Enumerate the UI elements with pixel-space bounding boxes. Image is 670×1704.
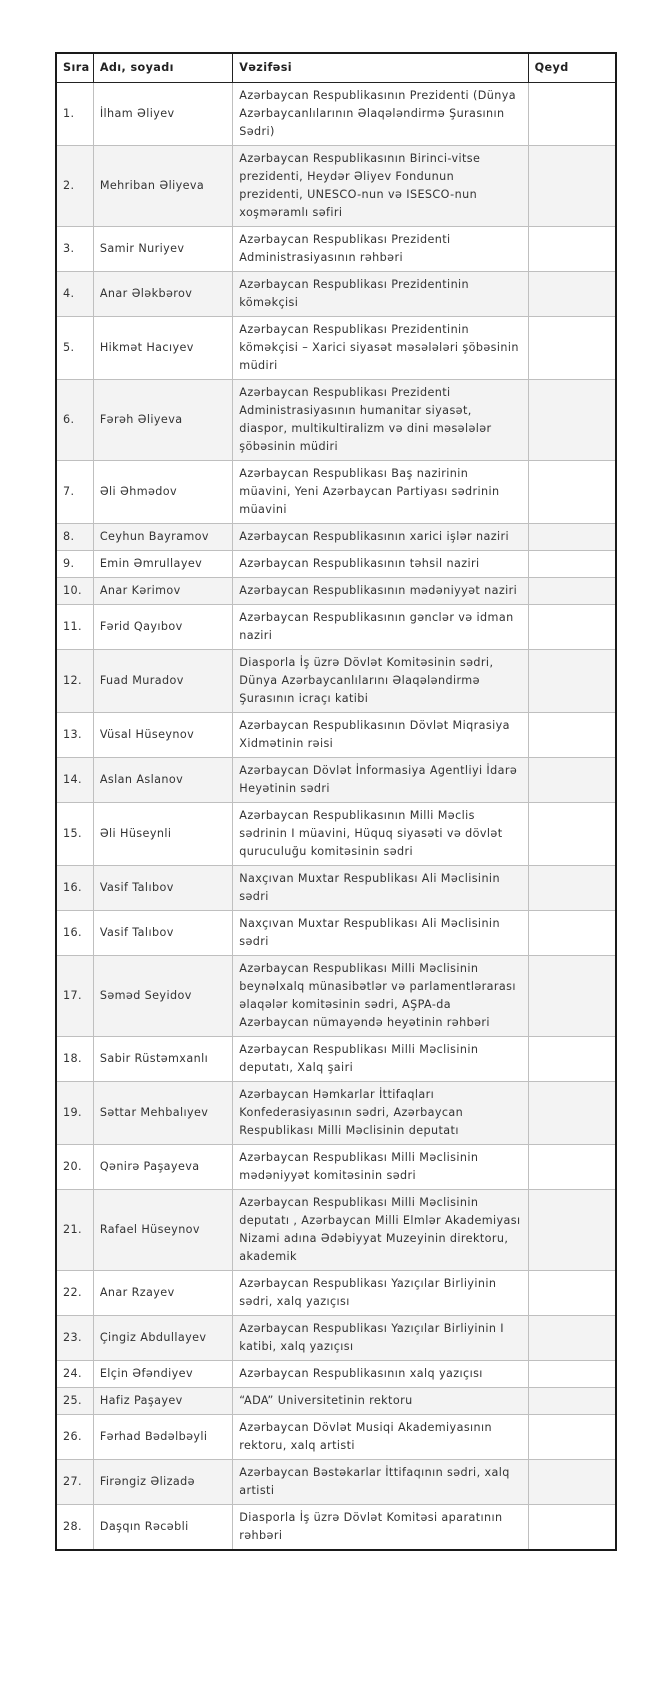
row-position: Azərbaycan Respublikasının təhsil naziri <box>233 551 528 578</box>
table-row <box>56 650 616 713</box>
table-row <box>56 380 616 461</box>
table-row <box>56 1190 616 1271</box>
table-row <box>56 317 616 380</box>
row-position: Azərbaycan Respublikası Milli Məclisinin mədəniyyət komitəsinin sədri <box>233 1145 528 1190</box>
row-name: Səməd Seyidov <box>93 956 232 1037</box>
row-note <box>528 650 616 713</box>
row-number: 15. <box>56 803 93 866</box>
row-note <box>528 758 616 803</box>
table-row <box>56 1505 616 1551</box>
row-position: Azərbaycan Respublikasının xalq yazıçısı <box>233 1361 528 1388</box>
row-name: Ceyhun Bayramov <box>93 524 232 551</box>
row-note <box>528 461 616 524</box>
row-note <box>528 551 616 578</box>
row-position: Azərbaycan Respublikası Milli Məclisinin beynəlxalq münasibətlər və parlamentlərarası əlaqələr komitəsinin sədri, AŞPA-da Azərbaycan nümayəndə heyətinin rəhbəri <box>233 956 528 1037</box>
row-name: Fuad Muradov <box>93 650 232 713</box>
row-position: Azərbaycan Bəstəkarlar İttifaqının sədri, xalq artisti <box>233 1460 528 1505</box>
row-number: 11. <box>56 605 93 650</box>
row-name: Aslan Aslanov <box>93 758 232 803</box>
table-row <box>56 1145 616 1190</box>
row-number: 3. <box>56 227 93 272</box>
row-note <box>528 524 616 551</box>
row-position: Azərbaycan Respublikasının Dövlət Miqrasiya Xidmətinin rəisi <box>233 713 528 758</box>
row-position: Diasporla İş üzrə Dövlət Komitəsi aparatının rəhbəri <box>233 1505 528 1551</box>
row-position: “ADA” Universitetinin rektoru <box>233 1388 528 1415</box>
row-note <box>528 1316 616 1361</box>
row-name: Vasif Talıbov <box>93 911 232 956</box>
row-position: Azərbaycan Respublikasının mədəniyyət naziri <box>233 578 528 605</box>
row-name: Anar Ələkbərov <box>93 272 232 317</box>
row-note <box>528 1145 616 1190</box>
row-position: Naxçıvan Muxtar Respublikası Ali Məclisinin sədri <box>233 911 528 956</box>
row-note <box>528 803 616 866</box>
table-row <box>56 1271 616 1316</box>
header-position: Vəzifəsi <box>233 53 528 83</box>
row-number: 18. <box>56 1037 93 1082</box>
row-number: 27. <box>56 1460 93 1505</box>
table-row <box>56 1415 616 1460</box>
table-body <box>56 83 616 1551</box>
row-note <box>528 1190 616 1271</box>
row-position: Azərbaycan Respublikası Milli Məclisinin deputatı , Azərbaycan Milli Elmlər Akademiyası Nizami adına Ədəbiyyat Muzeyinin direktoru, akademik <box>233 1190 528 1271</box>
row-number: 25. <box>56 1388 93 1415</box>
row-number: 22. <box>56 1271 93 1316</box>
delegates-table <box>55 52 617 1551</box>
table-row <box>56 956 616 1037</box>
header-name: Adı, soyadı <box>93 53 232 83</box>
row-name: Elçin Əfəndiyev <box>93 1361 232 1388</box>
row-name: Emin Əmrullayev <box>93 551 232 578</box>
row-number: 16. <box>56 866 93 911</box>
table-row <box>56 803 616 866</box>
row-position: Naxçıvan Muxtar Respublikası Ali Məclisinin sədri <box>233 866 528 911</box>
row-number: 24. <box>56 1361 93 1388</box>
row-note <box>528 1388 616 1415</box>
table-container <box>55 52 617 1551</box>
row-note <box>528 1460 616 1505</box>
row-number: 5. <box>56 317 93 380</box>
row-note <box>528 317 616 380</box>
row-name: Mehriban Əliyeva <box>93 146 232 227</box>
row-number: 19. <box>56 1082 93 1145</box>
row-name: Qənirə Paşayeva <box>93 1145 232 1190</box>
row-name: Daşqın Rəcəbli <box>93 1505 232 1551</box>
header-note: Qeyd <box>528 53 616 83</box>
row-name: Əli Hüseynli <box>93 803 232 866</box>
row-number: 16. <box>56 911 93 956</box>
row-number: 17. <box>56 956 93 1037</box>
row-name: Səttar Mehbalıyev <box>93 1082 232 1145</box>
row-note <box>528 578 616 605</box>
row-name: Sabir Rüstəmxanlı <box>93 1037 232 1082</box>
row-number: 26. <box>56 1415 93 1460</box>
table-row <box>56 605 616 650</box>
row-position: Azərbaycan Respublikası Yazıçılar Birliyinin I katibi, xalq yazıçısı <box>233 1316 528 1361</box>
row-note <box>528 1505 616 1551</box>
row-name: Anar Rzayev <box>93 1271 232 1316</box>
table-row <box>56 524 616 551</box>
row-number: 28. <box>56 1505 93 1551</box>
row-number: 14. <box>56 758 93 803</box>
table-row <box>56 758 616 803</box>
row-position: Azərbaycan Respublikası Prezidenti Administrasiyasının rəhbəri <box>233 227 528 272</box>
row-position: Azərbaycan Respublikası Prezidentinin köməkçisi – Xarici siyasət məsələləri şöbəsinin müdiri <box>233 317 528 380</box>
row-position: Azərbaycan Dövlət Musiqi Akademiyasının rektoru, xalq artisti <box>233 1415 528 1460</box>
row-name: Vüsal Hüseynov <box>93 713 232 758</box>
row-note <box>528 83 616 146</box>
row-position: Azərbaycan Respublikasının xarici işlər naziri <box>233 524 528 551</box>
row-position: Azərbaycan Respublikasının Birinci-vitse prezidenti, Heydər Əliyev Fondunun prezidenti, UNESCO-nun və ISESCO-nun xoşməramlı səfiri <box>233 146 528 227</box>
row-name: Vasif Talıbov <box>93 866 232 911</box>
table-row <box>56 911 616 956</box>
row-name: İlham Əliyev <box>93 83 232 146</box>
row-position: Azərbaycan Respublikasının gənclər və idman naziri <box>233 605 528 650</box>
row-name: Fərəh Əliyeva <box>93 380 232 461</box>
table-row <box>56 1316 616 1361</box>
table-row <box>56 1082 616 1145</box>
table-row <box>56 1388 616 1415</box>
row-note <box>528 1037 616 1082</box>
row-position: Diasporla İş üzrə Dövlət Komitəsinin sədri, Dünya Azərbaycanlılarını Əlaqələndirmə Şurasının icraçı katibi <box>233 650 528 713</box>
row-name: Fərid Qayıbov <box>93 605 232 650</box>
row-position: Azərbaycan Respublikası Yazıçılar Birliyinin sədri, xalq yazıçısı <box>233 1271 528 1316</box>
row-number: 1. <box>56 83 93 146</box>
table-row <box>56 83 616 146</box>
table-row <box>56 146 616 227</box>
row-number: 21. <box>56 1190 93 1271</box>
row-note <box>528 1361 616 1388</box>
row-note <box>528 272 616 317</box>
row-position: Azərbaycan Respublikasının Milli Məclis sədrinin I müavini, Hüquq siyasəti və dövlət quruculuğu komitəsinin sədri <box>233 803 528 866</box>
row-name: Hikmət Hacıyev <box>93 317 232 380</box>
table-header-row <box>56 53 616 83</box>
row-number: 6. <box>56 380 93 461</box>
row-number: 12. <box>56 650 93 713</box>
row-note <box>528 866 616 911</box>
row-note <box>528 227 616 272</box>
table-row <box>56 461 616 524</box>
row-position: Azərbaycan Dövlət İnformasiya Agentliyi İdarə Heyətinin sədri <box>233 758 528 803</box>
row-note <box>528 956 616 1037</box>
row-number: 7. <box>56 461 93 524</box>
row-note <box>528 605 616 650</box>
row-number: 2. <box>56 146 93 227</box>
row-note <box>528 380 616 461</box>
table-row <box>56 713 616 758</box>
row-position: Azərbaycan Respublikası Prezidenti Administrasiyasının humanitar siyasət, diaspor, multikultiralizm və dini məsələlər şöbəsinin müdiri <box>233 380 528 461</box>
row-number: 4. <box>56 272 93 317</box>
row-name: Hafiz Paşayev <box>93 1388 232 1415</box>
row-number: 23. <box>56 1316 93 1361</box>
row-number: 20. <box>56 1145 93 1190</box>
header-sira: Sıra <box>56 53 93 83</box>
row-number: 13. <box>56 713 93 758</box>
row-name: Rafael Hüseynov <box>93 1190 232 1271</box>
row-note <box>528 713 616 758</box>
row-number: 8. <box>56 524 93 551</box>
row-name: Samir Nuriyev <box>93 227 232 272</box>
row-note <box>528 1271 616 1316</box>
row-position: Azərbaycan Respublikasının Prezidenti (Dünya Azərbaycanlılarının Əlaqələndirmə Şurasının Sədri) <box>233 83 528 146</box>
row-note <box>528 146 616 227</box>
row-note <box>528 1415 616 1460</box>
row-name: Əli Əhmədov <box>93 461 232 524</box>
table-row <box>56 551 616 578</box>
table-row <box>56 272 616 317</box>
row-name: Çingiz Abdullayev <box>93 1316 232 1361</box>
row-number: 9. <box>56 551 93 578</box>
row-note <box>528 911 616 956</box>
table-row <box>56 1037 616 1082</box>
row-note <box>528 1082 616 1145</box>
table-row <box>56 227 616 272</box>
row-name: Fərhad Bədəlbəyli <box>93 1415 232 1460</box>
row-position: Azərbaycan Respublikası Baş nazirinin müavini, Yeni Azərbaycan Partiyası sədrinin müavini <box>233 461 528 524</box>
row-name: Anar Kərimov <box>93 578 232 605</box>
table-row <box>56 578 616 605</box>
table-row <box>56 1460 616 1505</box>
row-name: Firəngiz Əlizadə <box>93 1460 232 1505</box>
row-position: Azərbaycan Respublikası Milli Məclisinin deputatı, Xalq şairi <box>233 1037 528 1082</box>
row-position: Azərbaycan Həmkarlar İttifaqları Konfederasiyasının sədri, Azərbaycan Respublikası Milli Məclisinin deputatı <box>233 1082 528 1145</box>
table-row <box>56 1361 616 1388</box>
row-position: Azərbaycan Respublikası Prezidentinin köməkçisi <box>233 272 528 317</box>
row-number: 10. <box>56 578 93 605</box>
table-row <box>56 866 616 911</box>
